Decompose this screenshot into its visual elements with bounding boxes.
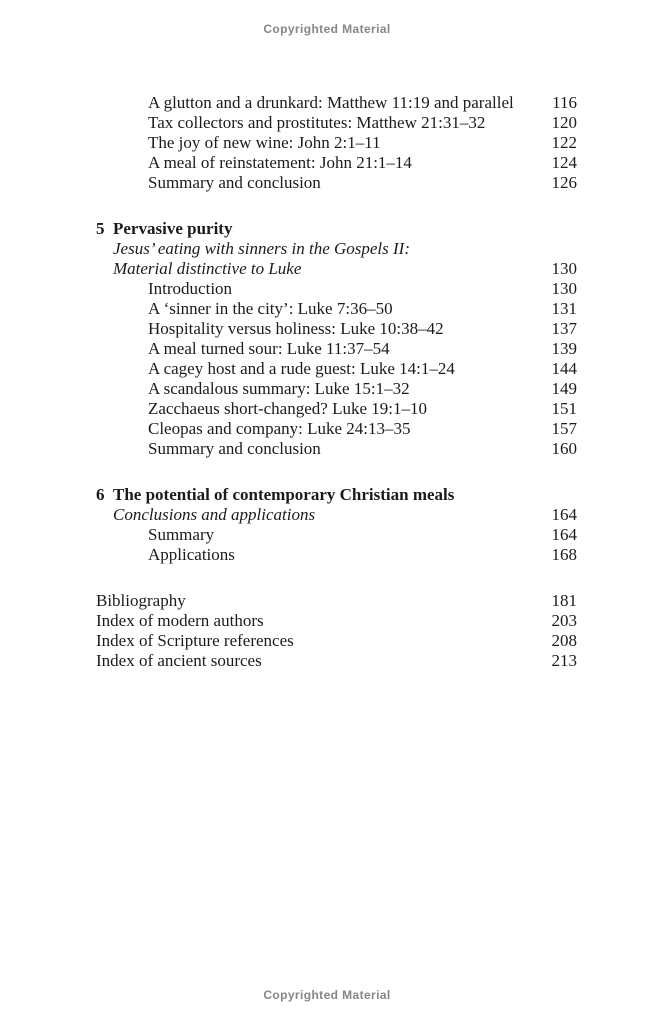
entry-page: 168: [551, 545, 577, 564]
toc-entry: [96, 611, 577, 631]
entry-text: A scandalous summary: Luke 15:1–32: [148, 379, 410, 398]
entry-page: 124: [551, 153, 577, 172]
entry-page: 181: [551, 591, 577, 610]
entry-text: Summary: [148, 525, 215, 544]
entry-text: A meal of reinstatement: John 21:1–14: [148, 153, 412, 172]
entry-text: The potential of contemporary Christian meals: [113, 485, 455, 504]
toc-entry: [96, 299, 577, 319]
entry-text: A ‘sinner in the city’: Luke 7:36–50: [148, 299, 393, 318]
toc-entry: [96, 339, 577, 359]
toc-entry: [96, 631, 577, 651]
toc-entry: [96, 419, 577, 439]
entry-text: Material distinctive to Luke: [113, 259, 302, 278]
entry-page: 130: [551, 259, 577, 278]
chapter-number: 5: [96, 219, 105, 238]
toc-entry: [96, 399, 577, 419]
toc-entry: [96, 359, 577, 379]
entry-text: Bibliography: [96, 591, 186, 610]
toc-entry: [96, 279, 577, 299]
entry-page: 144: [551, 359, 577, 378]
toc-entry: [96, 651, 577, 671]
copyright-watermark-bottom: Copyrighted Material: [263, 988, 391, 1002]
toc-entry: [96, 93, 577, 113]
entry-page: 208: [551, 631, 577, 650]
toc-block: [96, 591, 577, 671]
toc-entry: [96, 113, 577, 133]
entry-text: Summary and conclusion: [148, 439, 321, 458]
entry-page: 131: [551, 299, 577, 318]
chapter-number: 6: [96, 485, 105, 504]
entry-text: Summary and conclusion: [148, 173, 321, 192]
entry-page: 120: [551, 113, 577, 132]
toc-block: [96, 93, 577, 193]
entry-page: 149: [551, 379, 577, 398]
toc-entry: [96, 219, 577, 239]
entry-text: Tax collectors and prostitutes: Matthew 21:31–32: [148, 113, 486, 132]
entry-text: Conclusions and applications: [113, 505, 316, 524]
entry-page: 164: [551, 505, 577, 524]
toc-entry: [96, 239, 577, 259]
entry-page: 139: [551, 339, 577, 358]
entry-page: 122: [551, 133, 577, 152]
toc-entry: [96, 505, 577, 525]
entry-page: 151: [551, 399, 577, 418]
entry-page: 164: [551, 525, 577, 544]
entry-text: Introduction: [148, 279, 233, 298]
toc-entry: [96, 379, 577, 399]
entry-page: 126: [551, 173, 577, 192]
toc-entry: [96, 439, 577, 459]
entry-page: 213: [551, 651, 577, 670]
entry-text: Index of ancient sources: [96, 651, 262, 670]
toc-entry: [96, 173, 577, 193]
entry-text: The joy of new wine: John 2:1–11: [148, 133, 381, 152]
entry-text: A meal turned sour: Luke 11:37–54: [148, 339, 390, 358]
toc-entry: [96, 153, 577, 173]
toc-entry: [96, 259, 577, 279]
entry-text: A glutton and a drunkard: Matthew 11:19 and parallel: [148, 93, 514, 112]
toc-entry: [96, 319, 577, 339]
entry-page: 203: [551, 611, 577, 630]
entry-text: Cleopas and company: Luke 24:13–35: [148, 419, 411, 438]
entry-page: 137: [551, 319, 577, 338]
copyright-watermark-top: Copyrighted Material: [263, 22, 391, 36]
toc-entry: [96, 485, 577, 505]
entry-text: Applications: [148, 545, 235, 564]
toc-block: [96, 219, 577, 459]
toc-list: [96, 93, 577, 671]
table-of-contents: [96, 93, 577, 671]
entry-text: Index of modern authors: [96, 611, 264, 630]
toc-block: [96, 485, 577, 565]
entry-page: 160: [551, 439, 577, 458]
toc-entry: [96, 133, 577, 153]
entry-page: 130: [551, 279, 577, 298]
toc-entry: [96, 591, 577, 611]
entry-page: 116: [552, 93, 577, 112]
entry-text: A cagey host and a rude guest: Luke 14:1–24: [148, 359, 455, 378]
entry-text: Hospitality versus holiness: Luke 10:38–42: [148, 319, 444, 338]
toc-entry: [96, 545, 577, 565]
toc-entry: [96, 525, 577, 545]
entry-text: Pervasive purity: [113, 219, 233, 238]
entry-text: Zacchaeus short-changed? Luke 19:1–10: [148, 399, 427, 418]
entry-text: Jesus’ eating with sinners in the Gospels II:: [113, 239, 410, 258]
entry-text: Index of Scripture references: [96, 631, 294, 650]
entry-page: 157: [551, 419, 577, 438]
